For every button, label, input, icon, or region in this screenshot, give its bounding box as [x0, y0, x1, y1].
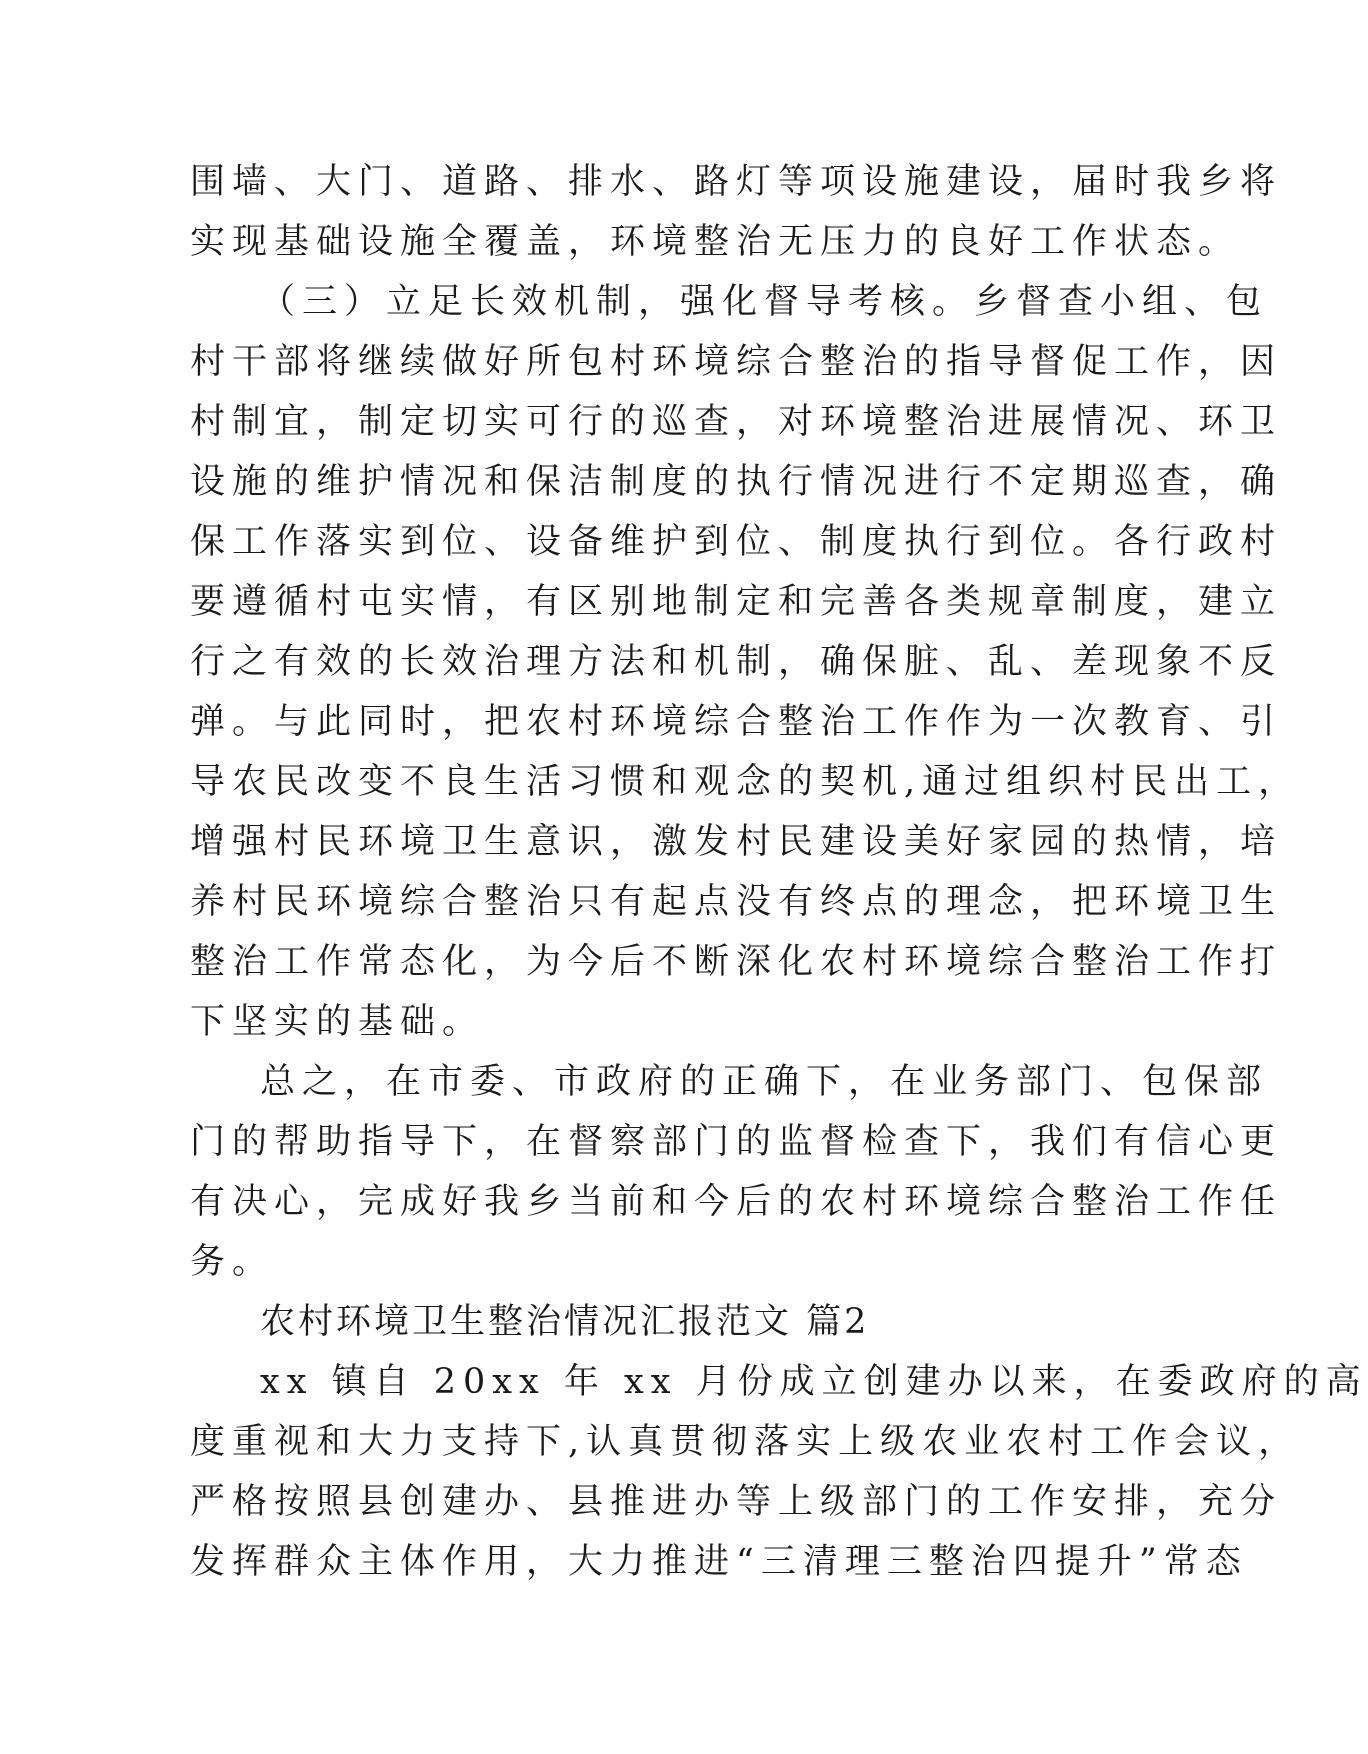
text-line: 设施的维护情况和保洁制度的执行情况进行不定期巡查，确	[190, 462, 1283, 502]
text-line: （三）立足长效机制，强化督导考核。乡督查小组、包	[260, 282, 1269, 322]
text-line: 门的帮助指导下，在督察部门的监督检查下，我们有信心更	[190, 1122, 1283, 1162]
text-line: 养村民环境综合整治只有起点没有终点的理念，把环境卫生	[190, 882, 1283, 922]
text-line: 实现基础设施全覆盖，环境整治无压力的良好工作状态。	[190, 222, 1241, 262]
text-line: xx 镇自 20xx 年 xx 月份成立创建办以来，在委政府的高	[260, 1362, 1368, 1402]
text-line: 有决心，完成好我乡当前和今后的农村环境综合整治工作任	[190, 1182, 1283, 1222]
text-line: 围墙、大门、道路、排水、路灯等项设施建设，届时我乡将	[190, 162, 1283, 202]
text-line: 总之，在市委、市政府的正确下，在业务部门、包保部	[260, 1062, 1269, 1102]
document-body	[190, 152, 1368, 1592]
text-line: 保工作落实到位、设备维护到位、制度执行到位。各行政村	[190, 522, 1283, 562]
text-line: 务。	[190, 1242, 275, 1282]
text-line: 增强村民环境卫生意识，激发村民建设美好家园的热情，培	[190, 822, 1283, 862]
text-line: 严格按照县创建办、县推进办等上级部门的工作安排，充分	[190, 1482, 1283, 1522]
text-line: 弹。与此同时，把农村环境综合整治工作作为一次教育、引	[190, 702, 1283, 742]
text-line: 村制宜，制定切实可行的巡查，对环境整治进展情况、环卫	[190, 402, 1283, 442]
text-line: 发挥群众主体作用，大力推进“三清理三整治四提升”常态	[190, 1542, 1248, 1582]
text-line: 下坚实的基础。	[190, 1002, 485, 1042]
text-line: 整治工作常态化，为今后不断深化农村环境综合整治工作打	[190, 942, 1283, 982]
text-line: 度重视和大力支持下,认真贯彻落实上级农业农村工作会议，	[190, 1422, 1301, 1462]
text-line: 村干部将继续做好所包村环境综合整治的指导督促工作，因	[190, 342, 1283, 382]
text-line: 要遵循村屯实情，有区别地制定和完善各类规章制度，建立	[190, 582, 1283, 622]
text-line: 导农民改变不良生活习惯和观念的契机,通过组织村民出工，	[190, 762, 1301, 802]
section-heading: 农村环境卫生整治情况汇报范文 篇2	[260, 1302, 870, 1342]
text-line: 行之有效的长效治理方法和机制，确保脏、乱、差现象不反	[190, 642, 1283, 682]
